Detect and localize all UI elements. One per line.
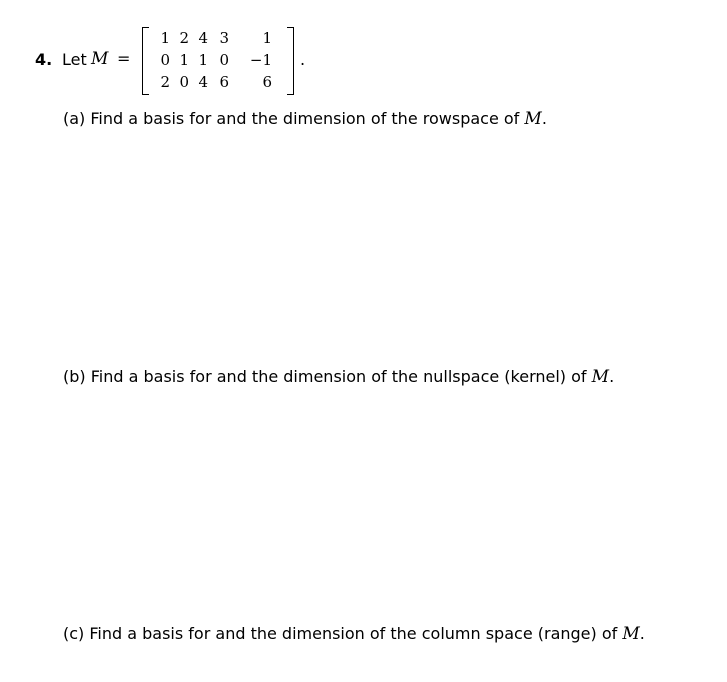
matrix-symbol: M [91,49,109,69]
part-a-text: Find a basis for and the dimension of the rowspace of [90,109,520,128]
matrix-entry: 1 [179,51,189,69]
matrix-entry: 6 [262,73,272,91]
matrix-entry: 4 [198,29,208,47]
matrix-entry: 1 [262,29,272,47]
matrix-row [154,71,272,93]
matrix-entry: 2 [160,73,170,91]
matrix-entry: 0 [160,51,170,69]
matrix-entry: 1 [198,51,208,69]
left-bracket [142,27,149,95]
part-a-question [63,109,547,129]
part-a-symbol: M [524,109,542,129]
matrix-entry: 2 [179,29,189,47]
matrix-M [142,25,294,97]
matrix-entry: 4 [198,73,208,91]
problem-number: 4. [35,50,53,69]
part-c-label: (c) [63,624,85,643]
matrix-entry: 1 [160,29,170,47]
part-b-end: . [609,367,615,386]
part-c-question [63,624,645,644]
part-c-text: Find a basis for and the dimension of the column space (range) of [89,624,618,643]
part-b-symbol: M [591,367,610,387]
part-a-label: (a) [63,109,86,128]
part-b-text: Find a basis for and the dimension of the nullspace (kernel) of [90,367,587,386]
matrix-entry: −1 [249,51,272,69]
part-c-end: . [639,624,645,643]
equals-sign: = [117,49,131,68]
matrix-row [154,49,272,71]
matrix-entry: 0 [219,51,229,69]
matrix-row [154,27,272,49]
part-b-label: (b) [63,367,86,386]
right-bracket [287,27,294,95]
matrix-entry: 3 [219,29,229,47]
part-b-question [63,367,614,387]
statement-period: . [300,50,306,69]
matrix-entry: 0 [179,73,189,91]
matrix-entry: 6 [219,73,229,91]
matrix-entries [154,27,272,93]
part-c-symbol: M [622,624,640,644]
part-a-end: . [541,109,547,128]
let-label: Let [62,50,87,69]
